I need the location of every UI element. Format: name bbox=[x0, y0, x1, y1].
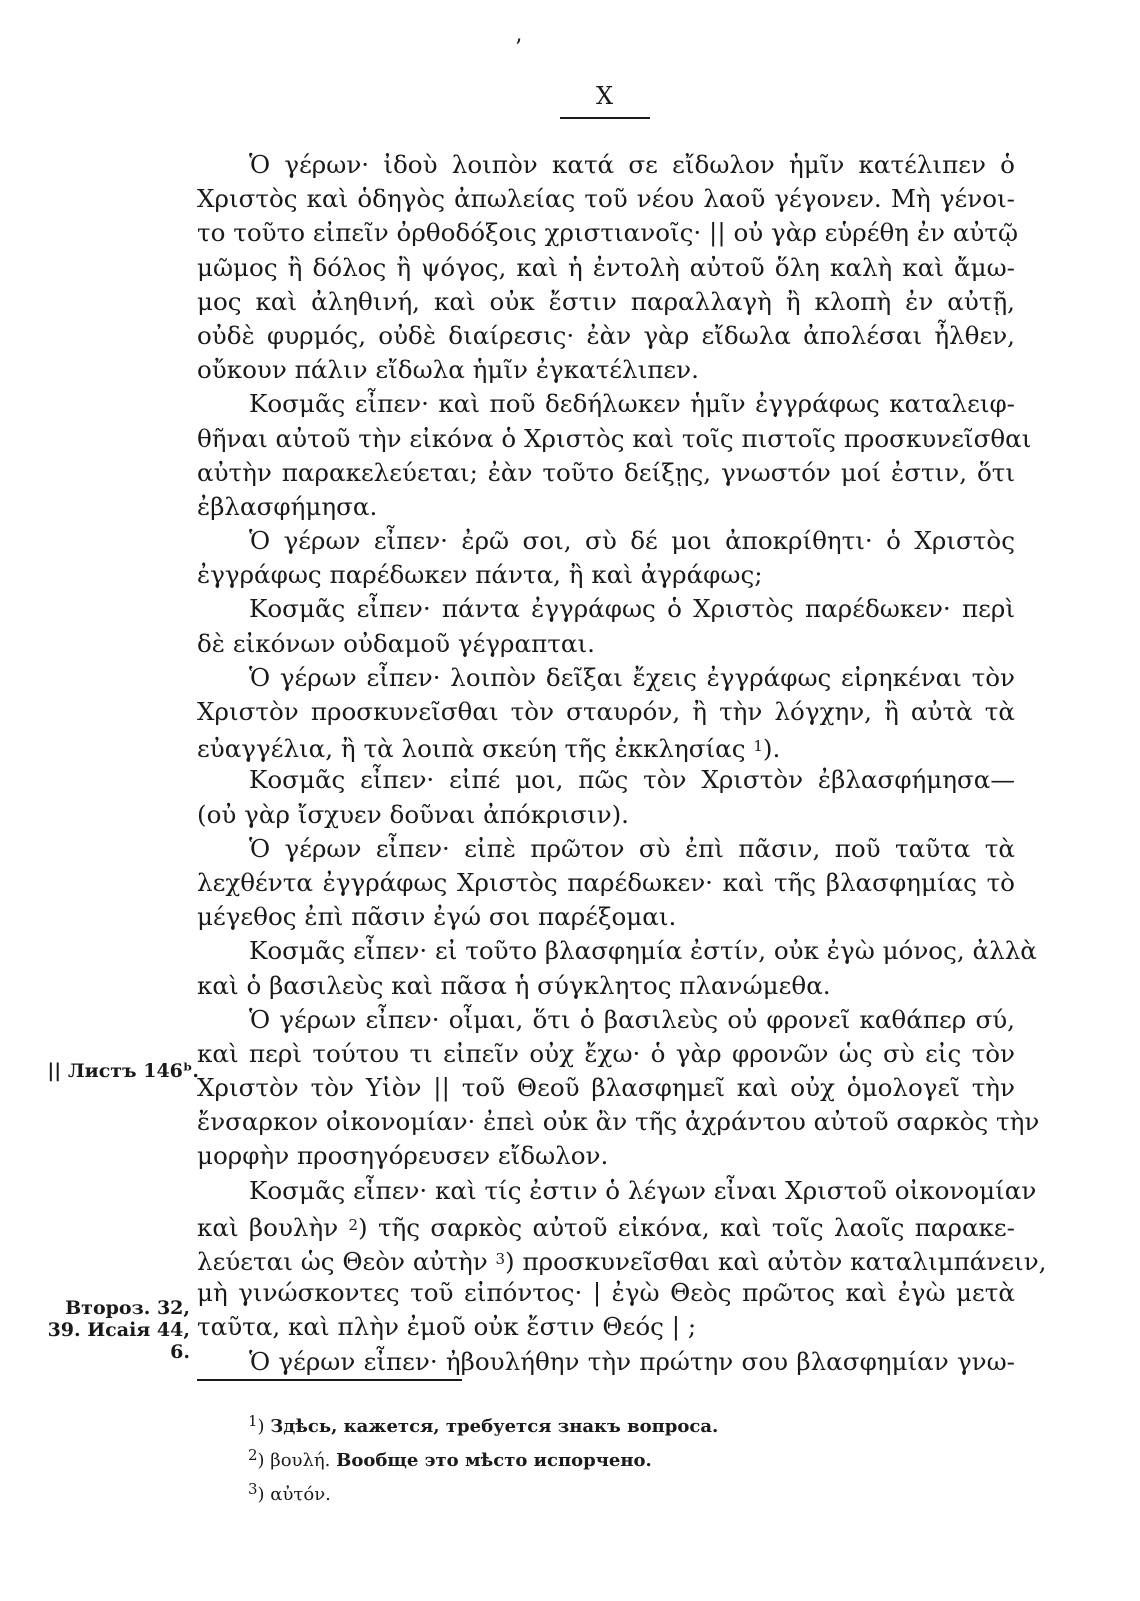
margin-reference-note bbox=[30, 1297, 190, 1363]
text-line: το τοῦτο εἰπεῖν ὀρθοδόξοις χριστιανοῖς· || οὐ γὰρ εὑρέθη ἐν αὐτῷ bbox=[197, 218, 1019, 248]
text-line: μος καὶ ἀληθινή, καὶ οὐκ ἔστιν παραλλαγὴ ἢ κλοπὴ ἐν αὐτῇ, bbox=[197, 286, 1015, 316]
text-line: Κοσμᾶς εἶπεν· πάντα ἐγγράφως ὁ Χριστὸς παρέδωκεν· περὶ bbox=[249, 594, 1015, 624]
footnotes bbox=[248, 1407, 718, 1509]
text-line: Χριστὸν προσκυνεῖσθαι τὸν σταυρόν, ἢ τὴν λόγχην, ἢ αὐτὰ τὰ bbox=[197, 697, 1015, 726]
text-line: θῆναι αὐτοῦ τὴν εἰκόνα ὁ Χριστὸς καὶ τοῖς πιστοῖς προσκυνεῖσθαι bbox=[197, 423, 1032, 453]
text-line: Ὁ γέρων εἶπεν· λοιπὸν δεῖξαι ἔχεις ἐγγράφως εἰρηκέναι τὸν bbox=[249, 662, 1015, 692]
text-line: ἐγγράφως παρέδωκεν πάντα, ἢ καὶ ἀγράφως; bbox=[197, 560, 763, 590]
text-line: Χριστὸν τὸν Υἱὸν || τοῦ Θεοῦ βλασφημεῖ καὶ οὐχ ὁμολογεῖ τὴν bbox=[197, 1073, 1015, 1103]
text-line: Ὁ γέρων εἶπεν· ἐρῶ σοι, σὺ δέ μοι ἀποκρίθητι· ὁ Χριστὸς bbox=[249, 526, 1015, 556]
stray-tick-mark: ’ bbox=[515, 36, 522, 61]
text-line: Ὁ γέρων εἶπεν· εἰπὲ πρῶτον σὺ ἐπὶ πᾶσιν, ποῦ ταῦτα τὰ bbox=[249, 833, 1015, 863]
main-text bbox=[197, 148, 1047, 1379]
page-number: X bbox=[595, 82, 615, 110]
text-line: Ὁ γέρων· ἰδοὺ λοιπὸν κατά σε εἴδωλον ἡμῖν κατέλιπεν ὁ bbox=[249, 150, 1015, 179]
text-line: ταῦτα, καὶ πλὴν ἐμοῦ οὐκ ἔστιν Θεός | ; bbox=[197, 1312, 697, 1342]
text-line: Ὁ γέρων εἶπεν· ἠβουλήθην τὴν πρώτην σου βλασφημίαν γνω- bbox=[249, 1346, 1015, 1376]
text-line: Κοσμᾶς εἶπεν· εἰ τοῦτο βλασφημία ἐστίν, οὐκ ἐγὼ μόνος, ἀλλὰ bbox=[249, 936, 1037, 966]
text-line: μορφὴν προσηγόρευσεν εἴδωλον. bbox=[197, 1141, 609, 1171]
footnote-rule bbox=[197, 1379, 462, 1381]
margin-folio-note: || Листъ 146ᵇ. bbox=[47, 1060, 199, 1082]
footnote-1: $^1$) Здѣсь, кажется, требуется знакъ вопроса. bbox=[248, 1412, 719, 1437]
footnote-3: $^3$) αὐτόν. bbox=[248, 1480, 331, 1505]
text-line: εὐαγγέλια, ἢ τὰ λοιπὰ σκεύη τῆς ἐκκλησίας $^1$). bbox=[197, 734, 781, 764]
text-line: λεχθέντα ἐγγράφως Χριστὸς παρέδωκεν· καὶ τῆς βλασφημίας τὸ bbox=[197, 867, 1015, 897]
text-line: καὶ περὶ τούτου τι εἰπεῖν οὐχ ἔχω· ὁ γὰρ φρονῶν ὡς σὺ εἰς τὸν bbox=[197, 1038, 1015, 1068]
text-line: δὲ εἰκόνων οὐδαμοῦ γέγραπται. bbox=[197, 628, 595, 658]
text-line: μῶμος ἢ δόλος ἢ ψόγος, καὶ ἡ ἐντολὴ αὐτοῦ ὅλη καλὴ καὶ ἄμω- bbox=[197, 252, 1015, 282]
text-line: Ὁ γέρων εἶπεν· οἶμαι, ὅτι ὁ βασιλεὺς οὐ φρονεῖ καθάπερ σύ, bbox=[249, 1004, 1015, 1034]
text-line: αὐτὴν παρακελεύεται; ἐὰν τοῦτο δείξῃς, γνωστόν μοί ἐστιν, ὅτι bbox=[197, 457, 1015, 487]
text-line: Χριστὸς καὶ ὁδηγὸς ἀπωλείας τοῦ νέου λαοῦ γέγονεν. Μὴ γένοι- bbox=[197, 184, 1015, 214]
margin-reference-line: 6. bbox=[170, 1341, 190, 1363]
margin-reference-line: 39. Исаія 44, bbox=[47, 1319, 190, 1341]
text-line: (οὐ γὰρ ἴσχυεν δοῦναι ἀπόκρισιν). bbox=[197, 799, 629, 829]
text-line: μέγεθος ἐπὶ πᾶσιν ἐγώ σοι παρέξομαι. bbox=[197, 902, 677, 932]
footnote-2: $^2$) βουλή. Вообще это мѣсто испорчено. bbox=[248, 1446, 652, 1471]
margin-reference-line: Второз. 32, bbox=[65, 1297, 190, 1319]
text-line: καὶ ὁ βασιλεὺς καὶ πᾶσα ἡ σύγκλητος πλανώμεθα. bbox=[197, 970, 831, 1000]
text-line: οὔκουν πάλιν εἴδωλα ἡμῖν ἐγκατέλιπεν. bbox=[197, 355, 699, 385]
text-line: οὐδὲ φυρμός, οὐδὲ διαίρεσις· ἐὰν γὰρ εἴδωλα ἀπολέσαι ἦλθεν, bbox=[197, 320, 1015, 350]
text-line: λεύεται ὡς Θεὸν αὐτὴν $^3$) προσκυνεῖσθαι καὶ αὐτὸν καταλιμπάνειν, bbox=[197, 1247, 1047, 1276]
text-line: καὶ βουλὴν $^2$) τῆς σαρκὸς αὐτοῦ εἰκόνα, καὶ τοῖς λαοῖς παρακε- bbox=[197, 1212, 1015, 1242]
text-line: μὴ γινώσκοντες τοῦ εἰπόντος· | ἐγὼ Θεὸς πρῶτος καὶ ἐγὼ μετὰ bbox=[197, 1278, 1015, 1308]
text-line: Κοσμᾶς εἶπεν· καὶ τίς ἐστιν ὁ λέγων εἶναι Χριστοῦ οἰκονομίαν bbox=[249, 1175, 1037, 1205]
text-line: ἔνσαρκον οἰκονομίαν· ἐπεὶ οὐκ ἂν τῆς ἀχράντου αὐτοῦ σαρκὸς τὴν bbox=[197, 1107, 1040, 1137]
text-line: ἐβλασφήμησα. bbox=[197, 491, 378, 521]
text-line: Κοσμᾶς εἶπεν· καὶ ποῦ δεδήλωκεν ἡμῖν ἐγγράφως καταλειφ- bbox=[249, 389, 1015, 419]
header-rule bbox=[560, 117, 650, 119]
text-line: Κοσμᾶς εἶπεν· εἰπέ μοι, πῶς τὸν Χριστὸν ἐβλασφήμησα— bbox=[249, 765, 1015, 795]
